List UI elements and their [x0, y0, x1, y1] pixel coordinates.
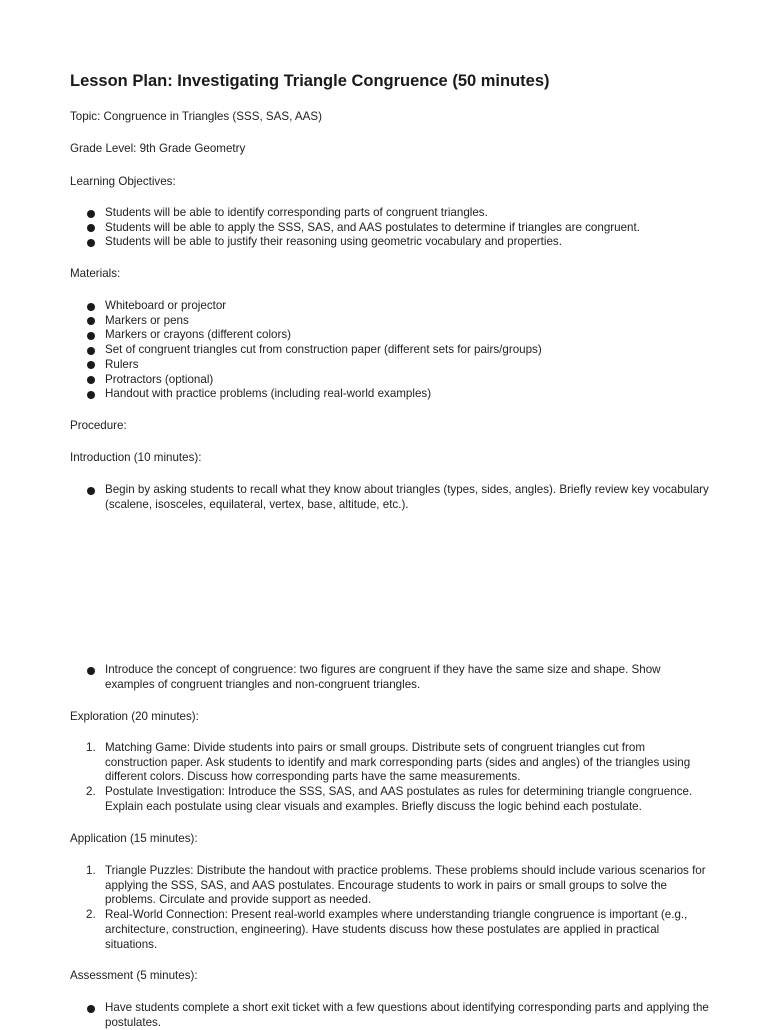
bullet-icon	[87, 224, 95, 232]
procedure-heading: Procedure:	[70, 419, 127, 432]
list-item: Students will be able to apply the SSS, SAS, and AAS postulates to determine if triangles are congruent.	[70, 221, 710, 236]
list-item: Have students complete a short exit ticket with a few questions about identifying corresponding parts and applying the postulates.	[70, 1001, 710, 1030]
introduction-list-2	[70, 663, 710, 692]
materials-heading: Materials:	[70, 267, 121, 280]
application-list	[70, 864, 710, 952]
grade-line: Grade Level: 9th Grade Geometry	[70, 142, 246, 155]
bullet-icon	[87, 667, 95, 675]
introduction-list-1	[70, 483, 710, 512]
list-item: Students will be able to identify corresponding parts of congruent triangles.	[70, 206, 710, 221]
list-item: Handout with practice problems (including real-world examples)	[70, 387, 710, 402]
objectives-heading: Learning Objectives:	[70, 175, 176, 188]
bullet-icon	[87, 376, 95, 384]
list-item: 2. Real-World Connection: Present real-world examples where understanding triangle congruence is important (e.g., architecture, construction, engineering). Have students discuss how these postulates are applied in practical situations.	[86, 908, 688, 951]
list-item: 2. Postulate Investigation: Introduce the SSS, SAS, and AAS postulates as rules for determining triangle congruence. Explain each postulate using clear visuals and examples. Briefly discuss the logic behind each postulate.	[86, 785, 693, 813]
assessment-heading: Assessment (5 minutes):	[70, 969, 198, 982]
list-number: 1.	[86, 864, 96, 877]
bullet-icon	[87, 391, 95, 399]
topic-line: Topic: Congruence in Triangles (SSS, SAS, AAS)	[70, 110, 322, 123]
list-item: Markers or crayons (different colors)	[70, 328, 710, 343]
introduction-heading: Introduction (10 minutes):	[70, 451, 202, 464]
bullet-icon	[87, 487, 95, 495]
materials-list	[70, 299, 710, 402]
bullet-icon	[87, 361, 95, 369]
bullet-icon	[87, 332, 95, 340]
list-number: 1.	[86, 741, 96, 754]
list-number: 2.	[86, 785, 96, 799]
list-item: Whiteboard or projector	[70, 299, 710, 314]
assessment-list	[70, 1001, 710, 1030]
list-item: Set of congruent triangles cut from construction paper (different sets for pairs/groups)	[70, 343, 710, 358]
list-item: Rulers	[70, 358, 710, 373]
list-item: Students will be able to justify their reasoning using geometric vocabulary and properties.	[70, 235, 710, 250]
bullet-icon	[87, 239, 95, 247]
list-item: Protractors (optional)	[70, 373, 710, 388]
bullet-icon	[87, 1005, 95, 1013]
list-item: Introduce the concept of congruence: two figures are congruent if they have the same size and shape. Show examples of congruent triangles and non-congruent triangles.	[70, 663, 710, 692]
objectives-list	[70, 206, 710, 250]
bullet-icon	[87, 317, 95, 325]
application-heading: Application (15 minutes):	[70, 832, 198, 845]
bullet-icon	[87, 347, 95, 355]
list-item: Markers or pens	[70, 314, 710, 329]
list-item: Begin by asking students to recall what they know about triangles (types, sides, angles). Briefly review key vocabulary (scalene, isosceles, equilateral, vertex, base, altitude, etc.).	[70, 483, 710, 512]
exploration-heading: Exploration (20 minutes):	[70, 710, 199, 723]
bullet-icon	[87, 210, 95, 218]
exploration-list	[70, 741, 710, 815]
list-item: 1. Matching Game: Divide students into pairs or small groups. Distribute sets of congruent triangles cut from construction paper. Ask students to identify and mark corresponding parts (sides and angles) of the triangles using different colors. Discuss how corresponding parts have the same measurements.	[86, 741, 691, 784]
bullet-icon	[87, 303, 95, 311]
list-number: 2.	[86, 908, 96, 922]
document-title: Lesson Plan: Investigating Triangle Congruence (50 minutes)	[70, 72, 550, 90]
list-item: 1. Triangle Puzzles: Distribute the handout with practice problems. These problems should include various scenarios for applying the SSS, SAS, and AAS postulates. Encourage students to work in pairs or small groups to solve the problems. Circulate and provide support as needed.	[86, 864, 706, 907]
